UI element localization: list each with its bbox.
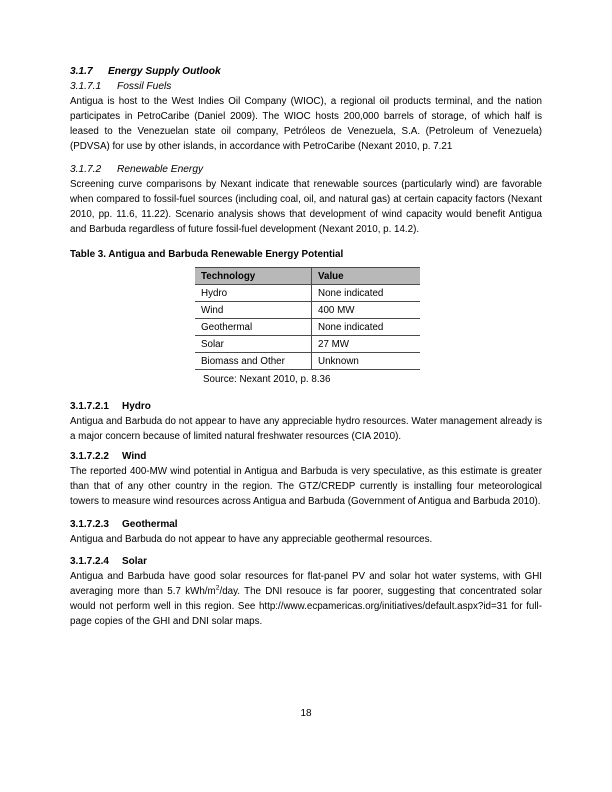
- heading-title: Solar: [122, 556, 148, 567]
- heading-title: Fossil Fuels: [117, 81, 172, 92]
- table3-caption: Table 3. Antigua and Barbuda Renewable Energy Potential: [70, 249, 344, 260]
- heading-number: 3.1.7.2.3: [70, 519, 109, 530]
- heading-number: 3.1.7.2.1: [70, 401, 109, 412]
- superscript-2: 2: [215, 584, 220, 592]
- heading-solar: [70, 554, 542, 569]
- renewable-potential-table: [195, 267, 420, 370]
- table-header-technology: Technology: [195, 268, 312, 285]
- cell-value: Unknown: [312, 353, 421, 370]
- cell-value: None indicated: [312, 319, 421, 336]
- table3-source-note: Source: Nexant 2010, p. 8.36: [203, 374, 331, 385]
- table-row: [195, 285, 420, 302]
- page-number: 18: [300, 708, 312, 719]
- heading-number: 3.1.7.2: [70, 164, 102, 175]
- heading-number: 3.1.7.1: [70, 81, 102, 92]
- cell-value: 400 MW: [312, 302, 421, 319]
- heading-renewable-energy: [70, 162, 542, 177]
- heading-title: Hydro: [122, 401, 151, 412]
- page-content: [70, 64, 542, 629]
- paragraph-geothermal: Antigua and Barbuda do not appear to have any appreciable geothermal resources.: [70, 534, 433, 545]
- heading-number: 3.1.7.2.2: [70, 451, 109, 462]
- cell-technology: Geothermal: [195, 319, 312, 336]
- heading-number: 3.1.7.2.4: [70, 556, 109, 567]
- cell-technology: Solar: [195, 336, 312, 353]
- cell-technology: Wind: [195, 302, 312, 319]
- solar-text-post: for full-page copies of the GHI and DNI solar maps.: [70, 601, 542, 627]
- table-header-row: [195, 268, 420, 285]
- heading-title: Geothermal: [122, 519, 178, 530]
- paragraph-solar: [70, 569, 542, 629]
- cell-value: 27 MW: [312, 336, 421, 353]
- solar-maps-url[interactable]: http://www.ecpamericas.org/initiatives/default.aspx?id=31: [258, 601, 508, 612]
- paragraph-wind: The reported 400-MW wind potential in Antigua and Barbuda is very speculative, as this estimate is greater than that of any other country in the region. The GTZ/CREDP currently is installing four meteorological towers to measure wind resources across Antigua and Barbuda (Government of Antigua and Barbuda 2010).: [70, 466, 542, 507]
- table-row: [195, 353, 420, 370]
- paragraph-fossil-fuels: Antigua is host to the West Indies Oil Company (WIOC), a regional oil products terminal, and the nation participates in PetroCaribe (Daniel 2009). The WIOC hosts 200,000 barrels of storage, of which half is leased to the Venezuelan state oil company, Petróleos de Venezuela, S.A. (Petroleum of Venezuela) (PDVSA) for use by other islands, in accordance with PetroCaribe (Nexant 2010, p. 7.21: [70, 96, 542, 152]
- paragraph-hydro: Antigua and Barbuda do not appear to have any appreciable hydro resources. Water management already is a major concern because of limited natural freshwater resources (CIA 2010).: [70, 416, 542, 442]
- table-row: [195, 336, 420, 353]
- heading-energy-supply-outlook: [70, 64, 542, 79]
- heading-hydro: [70, 399, 542, 414]
- heading-title: Wind: [122, 451, 147, 462]
- cell-technology: Hydro: [195, 285, 312, 302]
- solar-text-pre: Antigua and Barbuda have good solar resources for flat-panel PV and solar hot water systems, with GHI averaging more than 5.7 kWh/m: [70, 571, 542, 597]
- solar-text-mid: /day. The DNI resouce is far poorer, suggesting that concentrated solar would not perform well in this region. See: [70, 586, 542, 612]
- table-row: [195, 302, 420, 319]
- heading-title: Energy Supply Outlook: [108, 66, 221, 77]
- cell-value: None indicated: [312, 285, 421, 302]
- heading-geothermal: [70, 517, 542, 532]
- table-row: [195, 319, 420, 336]
- heading-number: 3.1.7: [70, 66, 93, 77]
- table-header-value: Value: [312, 268, 421, 285]
- heading-title: Renewable Energy: [117, 164, 204, 175]
- heading-wind: [70, 449, 542, 464]
- cell-technology: Biomass and Other: [195, 353, 312, 370]
- heading-fossil-fuels: [70, 79, 542, 94]
- paragraph-renewable-energy: Screening curve comparisons by Nexant indicate that renewable sources (particularly wind) are favorable when compared to fossil-fuel sources (including coal, oil, and natural gas) at certain capacity factors (Nexant 2010, pp. 11.6, 11.22). Scenario analysis shows that development of wind capacity would benefit Antigua and Barbuda regardless of future fossil-fuel development (Nexant 2010, p. 14.2).: [70, 179, 542, 235]
